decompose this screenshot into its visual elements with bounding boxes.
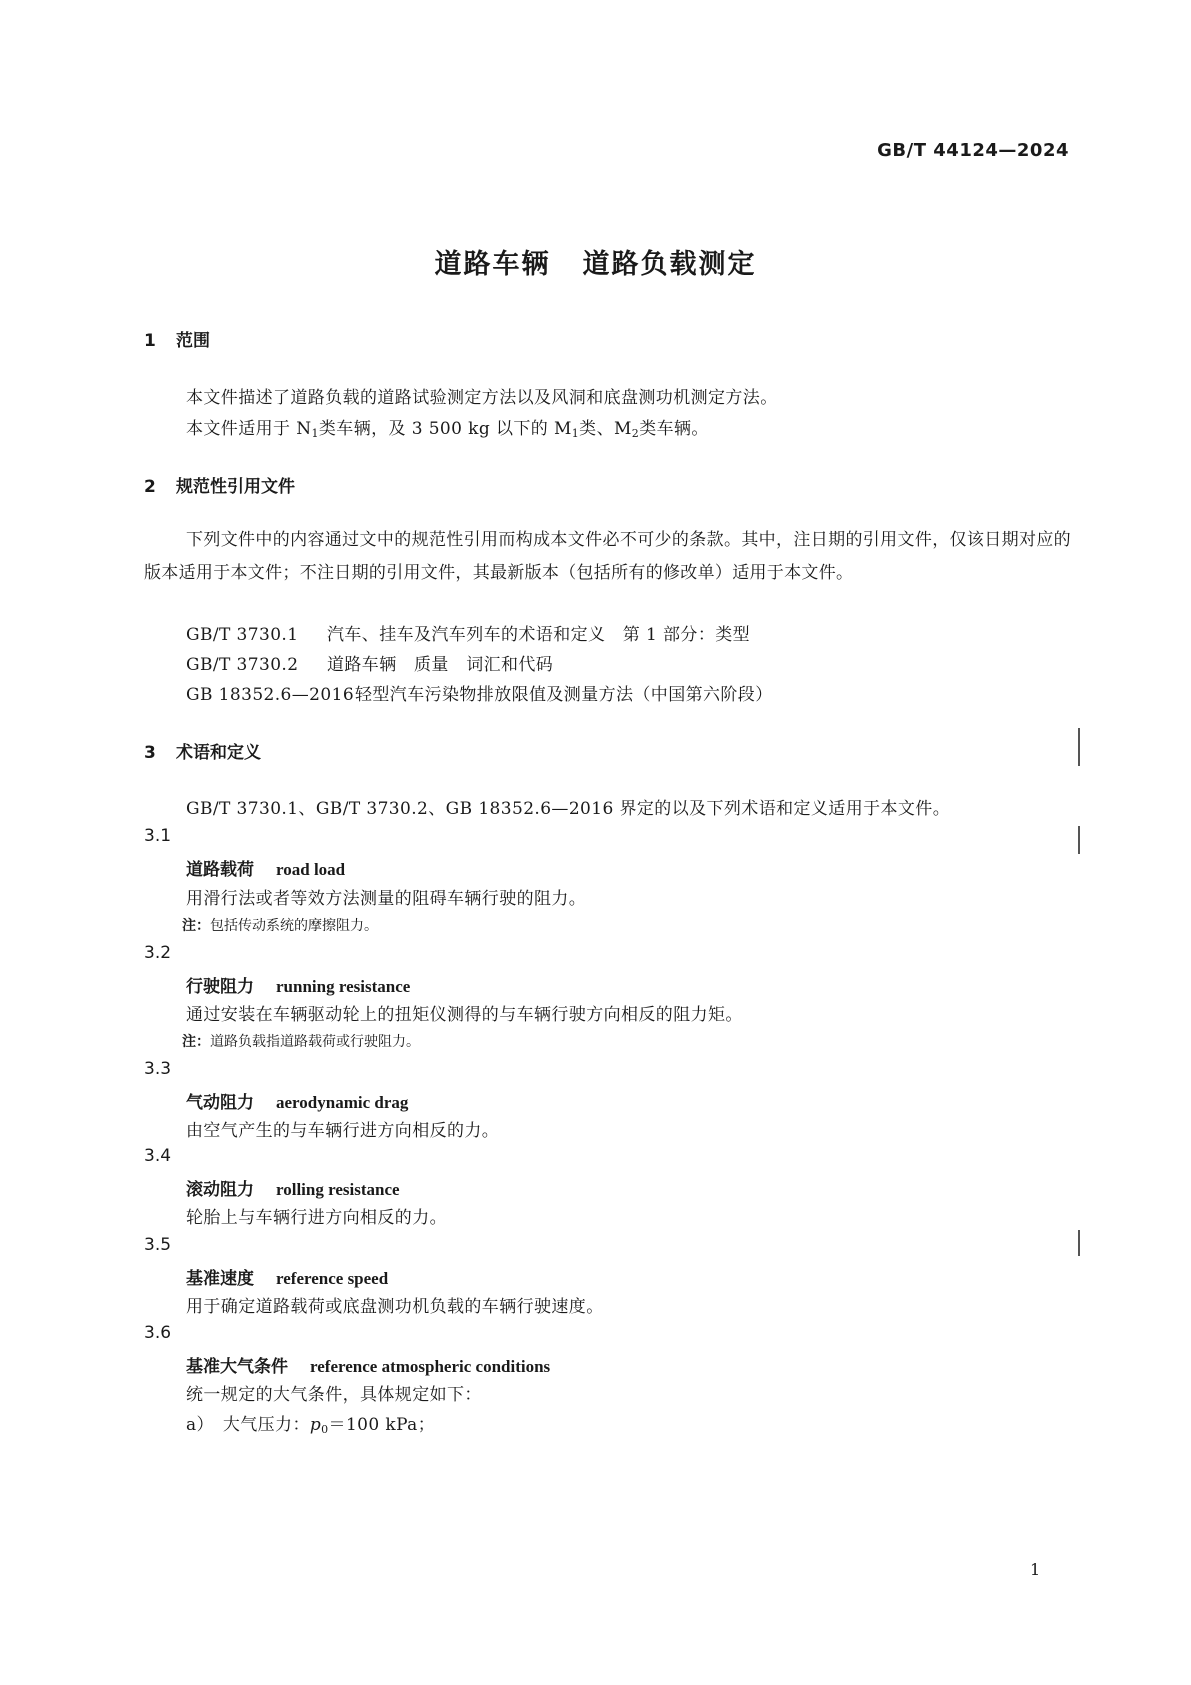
term-number: 3.5 — [144, 1235, 172, 1255]
change-bar — [1078, 728, 1080, 766]
term-definition: 通过安装在车辆驱动轮上的扭矩仪测得的与车辆行驶方向相反的阻力矩。 — [186, 1005, 743, 1025]
term-definition: 轮胎上与车辆行进方向相反的力。 — [186, 1208, 447, 1228]
section-1-heading: 1 范围 — [144, 331, 210, 351]
term-definition: 用滑行法或者等效方法测量的阻碍车辆行驶的阻力。 — [186, 889, 587, 909]
term-definition: 用于确定道路载荷或底盘测功机负载的车辆行驶速度。 — [186, 1297, 604, 1317]
term-definition: 统一规定的大气条件，具体规定如下： — [186, 1385, 482, 1405]
reference-item: GB/T 3730.1 汽车、挂车及汽车列车的术语和定义 第 1 部分：类型 — [186, 625, 751, 645]
section-2-heading: 2 规范性引用文件 — [144, 477, 295, 497]
term-number: 3.1 — [144, 826, 172, 846]
document-title — [0, 242, 1191, 281]
term-title: 基准速度 reference speed — [186, 1269, 389, 1289]
term-title: 气动阻力 aerodynamic drag — [186, 1093, 409, 1113]
change-bar — [1078, 826, 1080, 854]
term-title: 道路载荷 road load — [186, 860, 346, 880]
term-number: 3.4 — [144, 1146, 172, 1166]
list-item-a: a） 大气压力：$p_0=100$ kPa； — [186, 1415, 436, 1436]
title-part-2: 道路负载测定 — [582, 249, 757, 280]
section-3-heading: 3 术语和定义 — [144, 743, 261, 763]
scope-line-2: 本文件适用于 $N_1$类车辆，及 3 500 kg 以下的 $M_1$类、$M_2$类车辆。 — [186, 419, 709, 440]
normative-references-paragraph: 下列文件中的内容通过文中的规范性引用而构成本文件必不可少的条款。其中，注日期的引用文件，仅该日期对应的版本适用于本文件；不注日期的引用文件，其最新版本（包括所有的修改单）适用于本文件。 — [144, 530, 1071, 583]
reference-item: GB 18352.6—2016轻型汽车污染物排放限值及测量方法（中国第六阶段） — [186, 685, 773, 705]
term-number: 3.6 — [144, 1323, 172, 1343]
term-definition: 由空气产生的与车辆行进方向相反的力。 — [186, 1121, 500, 1141]
document-code: GB/T 44124—2024 — [877, 140, 1069, 161]
term-note: 注：道路负载指道路载荷或行驶阻力。 — [182, 1034, 420, 1050]
term-title: 基准大气条件 reference atmospheric conditions — [186, 1357, 551, 1377]
reference-item: GB/T 3730.2 道路车辆 质量 词汇和代码 — [186, 655, 554, 675]
term-note: 注：包括传动系统的摩擦阻力。 — [182, 918, 378, 934]
scope-line-1: 本文件描述了道路负载的道路试验测定方法以及风洞和底盘测功机测定方法。 — [186, 388, 778, 408]
term-title: 行驶阻力 running resistance — [186, 977, 411, 997]
terms-intro: GB/T 3730.1、GB/T 3730.2、GB 18352.6—2016 界定的以及下列术语和定义适用于本文件。 — [186, 799, 951, 819]
term-number: 3.2 — [144, 943, 172, 963]
term-title: 滚动阻力 rolling resistance — [186, 1180, 400, 1200]
change-bar — [1078, 1230, 1080, 1256]
term-number: 3.3 — [144, 1059, 172, 1079]
title-part-1: 道路车辆 — [434, 249, 551, 280]
page-number: 1 — [1030, 1560, 1041, 1579]
